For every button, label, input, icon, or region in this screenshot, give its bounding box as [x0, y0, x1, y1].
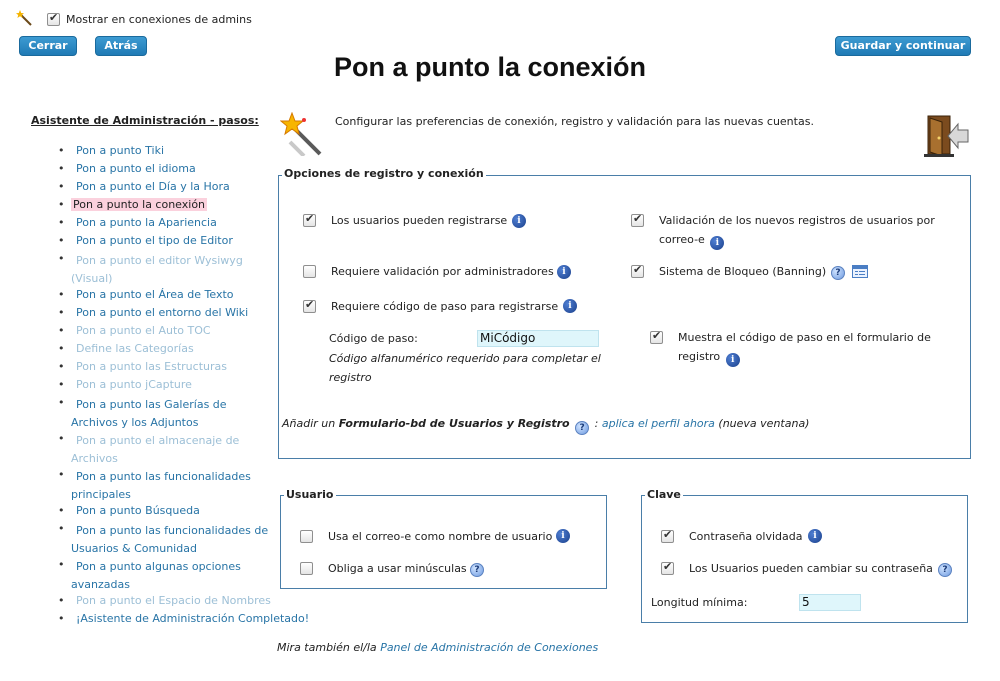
- passcode-required-label: Requiere código de paso para registrarse: [331, 300, 559, 313]
- admin-validation-label: Requiere validación por administradores: [331, 265, 554, 278]
- info-icon[interactable]: i: [808, 529, 822, 543]
- info-icon[interactable]: i: [726, 353, 740, 367]
- sidebar-item-label[interactable]: ¡Asistente de Administración Completado!: [76, 612, 310, 625]
- info-icon[interactable]: i: [563, 299, 577, 313]
- users-change-password-checkbox[interactable]: [661, 562, 674, 575]
- bullet-icon: •: [58, 594, 65, 607]
- bullet-icon: •: [58, 396, 65, 409]
- bullet-icon: •: [58, 612, 65, 625]
- sidebar-item-label[interactable]: Pon a punto el Día y la Hora: [76, 180, 230, 193]
- bullet-icon: •: [58, 468, 65, 481]
- bullet-icon: •: [58, 558, 65, 571]
- back-button[interactable]: Atrás: [95, 36, 147, 56]
- banning-label: Sistema de Bloqueo (Banning): [659, 265, 827, 278]
- info-icon[interactable]: i: [557, 265, 571, 279]
- user-legend: Usuario: [286, 488, 334, 501]
- sidebar-item-label[interactable]: Pon a punto el editor Wysiwyg (Visual): [71, 254, 243, 285]
- footer-line: Mira también el/la Panel de Administración de Conexiones: [277, 641, 599, 654]
- bullet-icon: •: [58, 324, 65, 337]
- bullet-icon: •: [58, 198, 65, 211]
- help-icon[interactable]: ?: [831, 266, 845, 280]
- profile-line: Añadir un Formulario-bd de Usuarios y Registro ? : aplica el perfil ahora (nueva ventana): [282, 417, 810, 433]
- passcode-hint: Código alfanumérico requerido para completar el registro: [329, 352, 601, 384]
- bullet-icon: •: [58, 306, 65, 319]
- sidebar-item-label[interactable]: Pon a punto el entorno del Wiki: [76, 306, 249, 319]
- help-icon[interactable]: ?: [938, 563, 952, 577]
- bullet-icon: •: [58, 162, 65, 175]
- passcode-input[interactable]: MiCódigo: [477, 330, 599, 347]
- bullet-icon: •: [58, 342, 65, 355]
- sidebar-item-label[interactable]: Pon a punto las Estructuras: [76, 360, 227, 373]
- forgot-password-label: Contraseña olvidada: [689, 530, 803, 543]
- bullet-icon: •: [58, 216, 65, 229]
- sidebar-item-label[interactable]: Pon a punto el idioma: [76, 162, 196, 175]
- admin-validation-checkbox[interactable]: [303, 265, 316, 278]
- registration-legend: Opciones de registro y conexión: [284, 167, 484, 180]
- sidebar-item-label[interactable]: Pon a punto el almacenaje de Archivos: [71, 434, 240, 465]
- sidebar-item-label[interactable]: Pon a punto las Galerías de Archivos y los Adjuntos: [71, 398, 227, 429]
- info-icon[interactable]: i: [556, 529, 570, 543]
- show-in-admin-label: Mostrar en conexiones de admins: [66, 13, 252, 26]
- save-continue-button[interactable]: Guardar y continuar: [835, 36, 971, 56]
- bullet-icon: •: [58, 522, 65, 535]
- email-as-username-label: Usa el correo-e como nombre de usuario: [328, 530, 553, 543]
- info-icon[interactable]: i: [710, 236, 724, 250]
- wizard-wand-icon: [16, 10, 34, 28]
- lowercase-label: Obliga a usar minúsculas: [328, 562, 467, 575]
- bullet-icon: •: [58, 234, 65, 247]
- apply-profile-link[interactable]: aplica el perfil ahora: [601, 417, 715, 430]
- bullet-icon: •: [58, 180, 65, 193]
- email-validation-checkbox[interactable]: [631, 214, 644, 227]
- bullet-icon: •: [58, 504, 65, 517]
- sidebar-heading: Asistente de Administración - pasos:: [31, 114, 259, 127]
- users-can-register-checkbox[interactable]: [303, 214, 316, 227]
- bullet-icon: •: [58, 288, 65, 301]
- bullet-icon: •: [58, 378, 65, 391]
- users-change-password-label: Los Usuarios pueden cambiar su contraseña: [689, 562, 933, 575]
- show-passcode-checkbox[interactable]: [650, 331, 663, 344]
- wizard-icon: [280, 112, 324, 156]
- help-icon[interactable]: ?: [470, 563, 484, 577]
- settings-panel-icon[interactable]: [852, 265, 868, 278]
- sidebar-item-label[interactable]: Pon a punto Búsqueda: [76, 504, 200, 517]
- page-title: Pon a punto la conexión: [333, 52, 647, 82]
- bullet-icon: •: [58, 432, 65, 445]
- bullet-icon: •: [58, 252, 65, 265]
- sidebar-item-label[interactable]: Define las Categorías: [76, 342, 194, 355]
- sidebar-item-label[interactable]: Pon a punto Tiki: [76, 144, 165, 157]
- info-icon[interactable]: i: [512, 214, 526, 228]
- forgot-password-checkbox[interactable]: [661, 530, 674, 543]
- sidebar-item-label[interactable]: Pon a punto la Apariencia: [76, 216, 217, 229]
- bullet-icon: •: [58, 144, 65, 157]
- sidebar-item-label[interactable]: Pon a punto jCapture: [76, 378, 192, 391]
- min-length-input[interactable]: 5: [799, 594, 861, 611]
- min-length-label: Longitud mínima:: [651, 596, 748, 609]
- password-legend: Clave: [647, 488, 681, 501]
- sidebar-item-label[interactable]: Pon a punto el Área de Texto: [76, 288, 234, 301]
- sidebar-item-label[interactable]: Pon a punto las funcionalidades de Usuarios & Comunidad: [71, 524, 269, 555]
- login-door-icon: [922, 112, 970, 160]
- connections-admin-panel-link[interactable]: Panel de Administración de Conexiones: [380, 641, 599, 654]
- sidebar-item-label[interactable]: Pon a punto el Espacio de Nombres: [76, 594, 271, 607]
- close-button[interactable]: Cerrar: [19, 36, 77, 56]
- email-validation-label: Validación de los nuevos registros de usuarios por correo-e i: [659, 214, 935, 248]
- sidebar-item-label[interactable]: Pon a punto el Auto TOC: [76, 324, 211, 337]
- show-in-admin-checkbox[interactable]: [47, 13, 60, 26]
- intro-text: Configurar las preferencias de conexión, registro y validación para las nuevas cuentas.: [335, 115, 814, 128]
- sidebar-item-label[interactable]: Pon a punto la conexión: [73, 198, 206, 211]
- sidebar-item-label[interactable]: Pon a punto el tipo de Editor: [76, 234, 233, 247]
- show-passcode-label: Muestra el código de paso en el formulario de registro i: [678, 331, 931, 365]
- sidebar-item-label[interactable]: Pon a punto algunas opciones avanzadas: [71, 560, 241, 591]
- bullet-icon: •: [58, 360, 65, 373]
- passcode-label: Código de paso:: [329, 332, 418, 345]
- users-can-register-label: Los usuarios pueden registrarse: [331, 214, 508, 227]
- passcode-required-checkbox[interactable]: [303, 300, 316, 313]
- email-as-username-checkbox[interactable]: [300, 530, 313, 543]
- sidebar-item-label[interactable]: Pon a punto las funcionalidades principales: [71, 470, 251, 501]
- banning-checkbox[interactable]: [631, 265, 644, 278]
- help-icon[interactable]: ?: [575, 421, 589, 435]
- lowercase-checkbox[interactable]: [300, 562, 313, 575]
